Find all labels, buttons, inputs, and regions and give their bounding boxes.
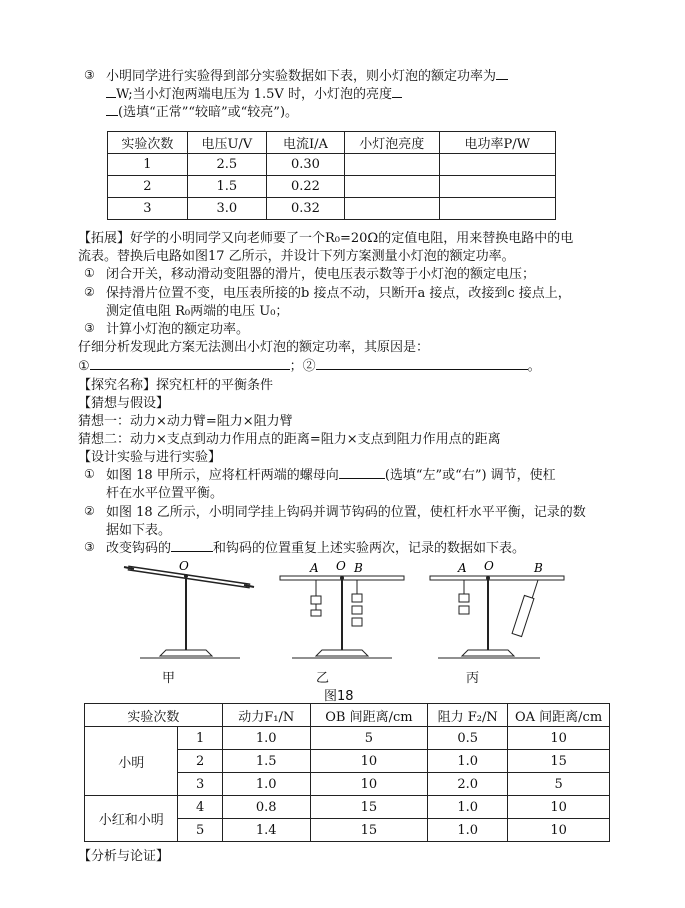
- table-row: [108, 154, 556, 176]
- lever-jia-diagram: [124, 559, 254, 658]
- design2-line2: 据如下表。: [106, 523, 172, 538]
- lamp-data-table: [107, 131, 556, 220]
- table-cell: 3: [108, 198, 188, 220]
- table-row: [108, 176, 556, 198]
- table-row: [85, 796, 610, 819]
- q3-line2: W;当小灯泡两端电压为 1.5V 时，小灯泡的亮度: [106, 86, 402, 103]
- design1-marker: ①: [84, 467, 95, 481]
- caption-jia: 甲: [162, 671, 176, 686]
- table-header: 小灯泡亮度: [345, 132, 440, 154]
- hypothesis-2: 猜想二：动力×支点到动力作用点的距离=阻力×支点到阻力作用点的距离: [78, 432, 501, 447]
- lever-yi-diagram: [280, 559, 404, 658]
- table-cell: 5: [178, 819, 222, 842]
- table-cell: 10: [508, 796, 610, 819]
- table-cell: 0.32: [266, 198, 344, 220]
- table-header-row: [108, 132, 556, 154]
- table-cell: 2.5: [187, 154, 266, 176]
- label-a-yi: A: [310, 561, 319, 575]
- step2-text-b: 测定值电阻 R₀两端的电压 U₀；: [106, 304, 289, 319]
- table-row: [108, 198, 556, 220]
- table-header: 电流I/A: [266, 132, 344, 154]
- analysis-title: 【分析与论证】: [78, 849, 170, 864]
- label-o-yi: O: [336, 559, 346, 573]
- table-header: 动力F₁/N: [222, 704, 310, 727]
- design-title: 【设计实验与进行实验】: [78, 450, 222, 465]
- label-a-bing: A: [458, 561, 467, 575]
- design3-marker: ③: [84, 540, 95, 554]
- table-cell: 0.5: [428, 727, 508, 750]
- group-cell: 小红和小明: [85, 796, 178, 842]
- design2-marker: ②: [84, 504, 95, 518]
- table-header: 电功率P/W: [439, 132, 555, 154]
- design3-line: 改变钩码的 和钩码的位置重复上述实验两次，记录的数据如下表。: [106, 541, 526, 556]
- group-cell: 小明: [85, 727, 178, 796]
- table-cell: 1.0: [222, 727, 310, 750]
- explore-name: 【探究名称】探究杠杆的平衡条件: [78, 378, 274, 393]
- design1-line2: 杆在水平位置平衡。: [106, 486, 224, 501]
- table-cell: 1.5: [222, 750, 310, 773]
- table-cell: 1.0: [222, 773, 310, 796]
- extend-line2: 流表。替换后电路如图17 乙所示，并设计下列方案测量小灯泡的额定功率。: [78, 249, 515, 264]
- step1-text: 闭合开关，移动滑动变阻器的滑片，使电压表示数等于小灯泡的额定电压；: [106, 267, 536, 282]
- extend-question: 仔细分析发现此方案无法测出小灯泡的额定功率，其原因是：: [78, 340, 430, 355]
- table-header: 实验次数: [108, 132, 188, 154]
- step2-text-a: 保持滑片位置不变，电压表所接的b 接点不动，只断开a 接点，改接到c 接点上，: [106, 286, 571, 301]
- label-b-bing: B: [534, 561, 543, 575]
- extend-blanks: ① ；② 。: [78, 359, 541, 374]
- table-cell: 1: [108, 154, 188, 176]
- design1-line: 如图 18 甲所示，应将杠杆两端的螺母向 (选填“左”或“右”) 调节，使杠: [106, 468, 556, 483]
- table-cell: 1: [178, 727, 222, 750]
- table-cell: 2: [108, 176, 188, 198]
- table-cell: [345, 154, 440, 176]
- table-cell: 15: [508, 750, 610, 773]
- caption-yi: 乙: [316, 671, 330, 686]
- table-cell: 0.8: [222, 796, 310, 819]
- label-o-bing: O: [484, 559, 494, 573]
- step2-marker: ②: [84, 285, 95, 299]
- q3-line1: 小明同学进行实验得到部分实验数据如下表，则小灯泡的额定功率为: [106, 68, 508, 85]
- table-cell: [439, 154, 555, 176]
- table-cell: 1.5: [187, 176, 266, 198]
- q3-marker: ③: [84, 68, 95, 82]
- table-cell: 1.0: [428, 750, 508, 773]
- table-cell: 10: [508, 819, 610, 842]
- table-cell: 1.0: [428, 796, 508, 819]
- step3-marker: ③: [84, 321, 95, 335]
- table-row: [85, 727, 610, 750]
- figure-title: 图18: [324, 689, 354, 704]
- table-cell: 2: [178, 750, 222, 773]
- table-cell: 10: [310, 773, 427, 796]
- table-cell: 10: [508, 727, 610, 750]
- table-cell: 10: [310, 750, 427, 773]
- table-cell: 5: [310, 727, 427, 750]
- table-cell: 0.30: [266, 154, 344, 176]
- extend-line1: 【拓展】好学的小明同学又向老师要了一个R₀=20Ω的定值电阻，用来替换电路中的电: [78, 231, 574, 246]
- table-cell: 2.0: [428, 773, 508, 796]
- table-cell: 15: [310, 819, 427, 842]
- hypothesis-1: 猜想一：动力×动力臂=阻力×阻力臂: [78, 414, 293, 429]
- table-cell: 3.0: [187, 198, 266, 220]
- table-cell: 5: [508, 773, 610, 796]
- table-cell: [345, 198, 440, 220]
- table-cell: 1.4: [222, 819, 310, 842]
- table-header: 实验次数: [85, 704, 223, 727]
- step3-text: 计算小灯泡的额定功率。: [106, 322, 250, 337]
- table-header: 阻力 F₂/N: [428, 704, 508, 727]
- lever-bing-diagram: [430, 559, 564, 658]
- table-header-row: [85, 704, 610, 727]
- design2-line: 如图 18 乙所示，小明同学挂上钩码并调节钩码的位置，使杠杆水平平衡，记录的数: [106, 505, 586, 520]
- table-cell: [439, 198, 555, 220]
- table-header: 电压U/V: [187, 132, 266, 154]
- table-cell: 4: [178, 796, 222, 819]
- table-cell: 1.0: [428, 819, 508, 842]
- lever-figure: [120, 558, 590, 688]
- table-header: OB 间距离/cm: [310, 704, 427, 727]
- q3-line3: (选填“正常”“较暗”或“较亮”)。: [106, 104, 298, 121]
- table-cell: 0.22: [266, 176, 344, 198]
- label-o-jia: O: [179, 559, 189, 573]
- table-cell: [345, 176, 440, 198]
- step1-marker: ①: [84, 266, 95, 280]
- table-header: OA 间距离/cm: [508, 704, 610, 727]
- table-cell: 15: [310, 796, 427, 819]
- table-cell: 3: [178, 773, 222, 796]
- label-b-yi: B: [354, 561, 363, 575]
- table-cell: [439, 176, 555, 198]
- hypothesis-title: 【猜想与假设】: [78, 396, 170, 411]
- caption-bing: 丙: [466, 671, 480, 686]
- lever-data-table: [84, 703, 610, 842]
